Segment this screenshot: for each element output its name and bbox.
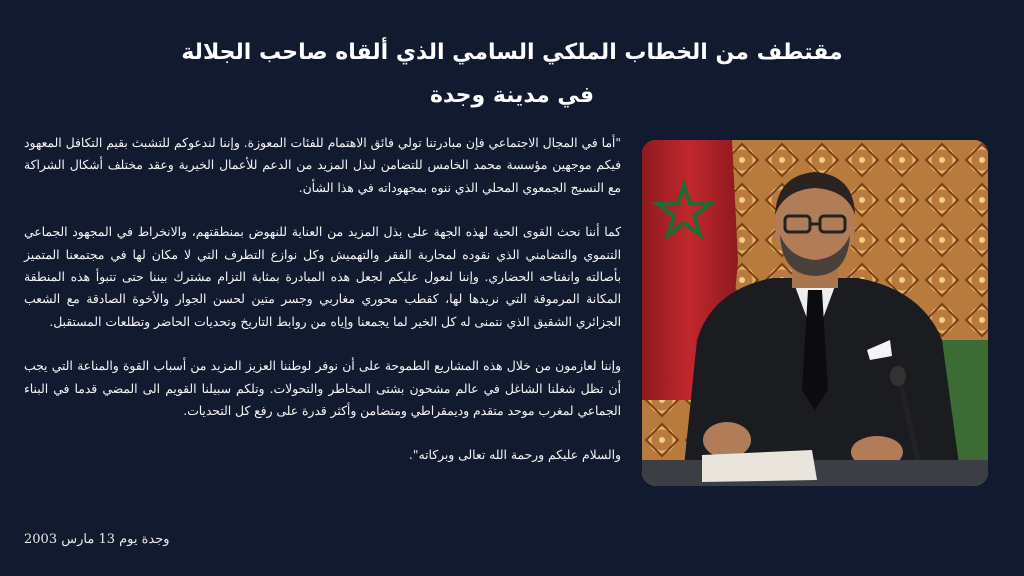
speech-paragraph-2: كما أننا نحث القوى الحية لهذه الجهة على بذل المزيد من العناية للنهوض بمنطقتهم، والانخراط في المجهود الجماعي التنموي والتضامني الذي نقوده لمحاربة الفقر والتهميش وكل نوازع التطرف التي لا مكان لها في مجتمعنا المتميز بأصالته وانفتاحه الحضاري. وإننا لنعول عليكم لجعل هذه المبادرة بمثابة التزام مشترك بيننا حتى تتبوأ هذه المنطقة المكانة المرموقة التي نريدها لها، كقطب محوري مغاربي وجسر متين لحسن الجوار والأخوة الصادقة مع الشعب الجزائري الشقيق الذي نتمنى له كل الخير لما يجمعنا وإياه من روابط التاريخ وتحديات الحاضر وتطلعات المستقبل. (24, 225, 621, 329)
page-title-line-2: في مدينة وجدة (429, 83, 595, 108)
speaker-photo (642, 140, 988, 486)
speech-papers (702, 450, 817, 482)
speech-date-place: وجدة يوم 13 مارس 2003 (24, 532, 170, 547)
page-title-line-1: مقتطف من الخطاب الملكي السامي الذي ألقاه صاحب الجلالة (181, 40, 843, 65)
speech-paragraph-4: والسلام عليكم ورحمة الله تعالى وبركاته". (408, 448, 621, 463)
speech-paragraph-1: "أما في المجال الاجتماعي فإن مبادرتنا تولي فائق الاهتمام للفئات المعوزة. وإننا لندعوكم للتشبث بقيم التكافل المعهود فيكم موجهين مؤسسة محمد الخامس للتضامن لبذل المزيد من الدعم للأعمال الخيرية وعقد مختلف أشكال الشراكة مع النسيج الجمعوي المحلي الذي ننوه بمجهوداته في هذا الشأن. (24, 136, 621, 195)
left-hand (703, 422, 751, 458)
speaker-portrait-illustration (642, 140, 988, 486)
speech-paragraph-3: وإننا لعازمون من خلال هذه المشاريع الطموحة على أن نوفر لوطننا العزيز المزيد من أسباب القوة والمناعة التي يجب أن تظل شغلنا الشاغل في عالم مشحون بشتى المخاطر والتحولات. وتلكم سبيلنا القويم الى المضي قدما في البناء الجماعي لمغرب موحد متقدم وديمقراطي ومتضامن وأكثر قدرة على رفع كل التحديات. (24, 359, 621, 419)
speech-excerpt (24, 132, 621, 489)
